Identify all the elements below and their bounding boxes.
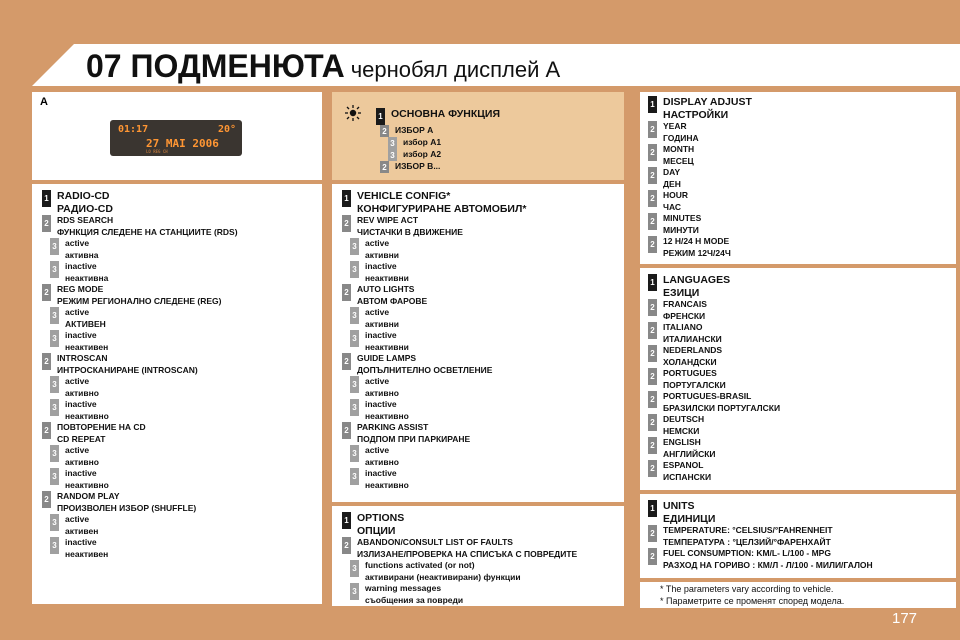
main-function-item [380, 161, 500, 173]
menu-item-line: АКТИВЕН [65, 318, 106, 329]
menu-item-line: inactive [65, 261, 97, 271]
menu-row [350, 307, 526, 330]
level-badge: 2 [648, 213, 657, 230]
menu-item-line: active [365, 238, 390, 248]
menu-item-text [663, 391, 780, 414]
menu-row [648, 345, 780, 368]
menu-item-line: RDS SEARCH [57, 215, 114, 225]
menu-row [50, 261, 238, 284]
level-badge: 3 [350, 238, 359, 255]
menu-item-line: inactive [65, 399, 97, 409]
menu-item-line: ДЕН [663, 178, 681, 189]
menu-row [350, 376, 526, 399]
page-title: 07 ПОДМЕНЮТА чернобял дисплей А [86, 48, 561, 84]
languages-tree [648, 274, 780, 483]
menu-item-line: ЧИСТАЧКИ В ДВИЖЕНИЕ [357, 226, 463, 237]
menu-item-line: inactive [65, 468, 97, 478]
menu-item-text [365, 468, 409, 491]
menu-item-line: ФУНКЦИЯ СЛЕДЕНЕ НА СТАНЦИИТЕ (RDS) [57, 226, 238, 237]
menu-item-line: активни [365, 249, 399, 260]
menu-item-line: CD REPEAT [57, 433, 106, 444]
menu-item-text [65, 468, 109, 491]
level-badge: 1 [342, 512, 351, 529]
menu-item-line: ХОЛАНДСКИ [663, 356, 717, 367]
menu-item-text [663, 167, 681, 190]
menu-item-text [357, 422, 470, 445]
menu-item-line: MINUTES [663, 213, 702, 223]
display-adjust-tree [648, 96, 752, 259]
footnote [640, 582, 956, 608]
menu-item-line: съобщения за повреди [365, 594, 464, 605]
menu-item-line: активен [65, 525, 99, 536]
level-badge: 3 [50, 330, 59, 347]
level-badge: 3 [50, 537, 59, 554]
menu-item-text [663, 213, 701, 236]
level-badge: 1 [648, 500, 657, 517]
level-badge: 3 [350, 307, 359, 324]
menu-item-text [663, 322, 722, 345]
menu-item-line: NEDERLANDS [663, 345, 723, 355]
level-badge: 3 [350, 376, 359, 393]
menu-item-line: неактивно [365, 479, 409, 490]
menu-row [648, 167, 752, 190]
menu-item-line: НЕМСКИ [663, 425, 700, 436]
menu-item-line: UNITS [663, 500, 695, 512]
menu-item-text [663, 121, 699, 144]
main-function-item-text: ИЗБОР В... [395, 161, 441, 171]
menu-item-text [663, 299, 707, 322]
level-badge: 2 [648, 345, 657, 362]
menu-item-line: active [65, 376, 90, 386]
level-badge: 2 [648, 548, 657, 565]
menu-item-line: DEUTSCH [663, 414, 705, 424]
menu-row [648, 213, 752, 236]
menu-row [350, 468, 526, 491]
menu-item-line: active [65, 307, 90, 317]
menu-item-line: GUIDE LAMPS [357, 353, 417, 363]
menu-item-line: ПРОИЗВОЛЕН ИЗБОР (SHUFFLE) [57, 502, 197, 513]
menu-item-line: ЕЗИЦИ [663, 286, 700, 299]
level-badge: 2 [342, 422, 351, 439]
menu-item-line: VEHICLE CONFIG* [357, 190, 451, 202]
menu-item-line: активно [65, 387, 99, 398]
menu-row [50, 537, 238, 560]
menu-item-text [57, 353, 198, 376]
level-badge: 3 [350, 560, 359, 577]
menu-item-line: active [365, 445, 390, 455]
menu-row [42, 215, 238, 238]
level-badge: 3 [350, 583, 359, 600]
menu-row [50, 468, 238, 491]
menu-item-line: активирани (неактивирани) функции [365, 571, 521, 582]
menu-row [350, 445, 526, 468]
menu-row [648, 144, 752, 167]
menu-item-text [365, 330, 409, 353]
menu-item-line: АНГЛИЙСКИ [663, 448, 716, 459]
menu-item-line: HOUR [663, 190, 689, 200]
menu-row [648, 460, 780, 483]
menu-row [342, 512, 577, 537]
menu-item-text [357, 215, 463, 238]
menu-item-text [57, 284, 221, 307]
menu-item-line: РАДИО-CD [57, 202, 113, 215]
menu-item-line: ГОДИНА [663, 132, 699, 143]
menu-item-line: LANGUAGES [663, 274, 731, 286]
menu-item-text [57, 491, 196, 514]
menu-item-text [365, 238, 399, 261]
menu-item-line: АВТОМ ФАРОВЕ [357, 295, 428, 306]
menu-item-line: warning messages [365, 583, 442, 593]
menu-item-text [663, 144, 694, 167]
menu-item-text [663, 525, 833, 548]
menu-row [648, 121, 752, 144]
main-function-header [376, 108, 500, 125]
menu-item-line: DISPLAY ADJUST [663, 96, 752, 108]
level-badge: 2 [648, 322, 657, 339]
menu-item-line: ИНТРОСКАНИРАНЕ (INTROSCAN) [57, 364, 198, 375]
level-badge: 3 [350, 399, 359, 416]
menu-row [648, 96, 752, 121]
main-function-item-text: избор А1 [403, 137, 442, 147]
menu-item-text [663, 96, 752, 121]
menu-row [350, 238, 526, 261]
level-badge: 1 [648, 274, 657, 291]
menu-item-text [365, 583, 463, 606]
menu-item-line: active [365, 376, 390, 386]
menu-row [648, 500, 873, 525]
menu-item-line: inactive [365, 261, 397, 271]
level-badge: 3 [388, 149, 397, 161]
menu-item-line: PORTUGUES-BRASIL [663, 391, 752, 401]
lcd-date: 27 MAI 2006 [146, 137, 219, 150]
menu-item-text [65, 514, 98, 537]
menu-item-line: активно [65, 456, 99, 467]
level-badge: 3 [50, 399, 59, 416]
menu-item-line: functions activated (or not) [365, 560, 475, 570]
menu-row [648, 274, 780, 299]
menu-item-line: БРАЗИЛСКИ ПОРТУГАЛСКИ [663, 402, 781, 413]
menu-item-text [357, 190, 526, 215]
menu-item-text [357, 512, 404, 537]
level-badge: 2 [648, 121, 657, 138]
menu-item-line: ПОДПОМ ПРИ ПАРКИРАНЕ [357, 433, 471, 444]
menu-row [648, 322, 780, 345]
level-badge: 2 [648, 391, 657, 408]
level-badge: 3 [388, 137, 397, 149]
menu-item-line: AUTO LIGHTS [357, 284, 415, 294]
menu-item-text [357, 284, 427, 307]
menu-row [648, 236, 752, 259]
menu-row [50, 445, 238, 468]
level-badge: 2 [42, 491, 51, 508]
vehicle-config-tree [342, 190, 526, 491]
lcd-small: LO REG CH [146, 149, 168, 154]
menu-item-line: TEMPERATURE: °CELSIUS/°FAHRENHEIT [663, 525, 833, 535]
menu-item-line: MONTH [663, 144, 695, 154]
level-badge: 2 [648, 299, 657, 316]
menu-row [342, 353, 526, 376]
menu-item-text [357, 537, 577, 560]
level-badge: 1 [42, 190, 51, 207]
menu-item-text [365, 560, 521, 583]
page-subtitle: чернобял дисплей А [350, 57, 561, 82]
lcd-temp: 20° [218, 124, 237, 135]
menu-row [42, 422, 238, 445]
level-badge: 2 [42, 353, 51, 370]
level-badge: 3 [350, 261, 359, 278]
menu-item-line: неактивни [365, 341, 409, 352]
menu-item-line: РЕЖИМ 12Ч/24Ч [663, 247, 731, 258]
menu-row [342, 190, 526, 215]
level-badge: 2 [648, 236, 657, 253]
menu-row [648, 525, 873, 548]
menu-item-line: FRANCAIS [663, 299, 707, 309]
level-badge: 2 [648, 368, 657, 385]
level-badge: 2 [342, 215, 351, 232]
level-badge: 2 [380, 125, 389, 137]
menu-item-text [663, 190, 688, 213]
menu-item-line: ТЕМПЕРАТУРА : °ЦЕЛЗИЙ/°ФАРЕНХАЙТ [663, 536, 831, 547]
menu-item-line: inactive [65, 537, 97, 547]
level-badge: 2 [648, 167, 657, 184]
menu-row [50, 399, 238, 422]
level-badge: 3 [50, 445, 59, 462]
footnote-bg: * Параметрите се променят според модела. [660, 596, 845, 606]
menu-item-line: РАЗХОД НА ГОРИВО : КМ/Л - Л/100 - МИЛИ/ГАЛОН [663, 559, 873, 570]
menu-row [42, 284, 238, 307]
menu-item-line: OPTIONS [357, 512, 405, 524]
menu-item-line: ФРЕНСКИ [663, 310, 706, 321]
menu-item-text [663, 236, 731, 259]
menu-row [648, 190, 752, 213]
menu-item-line: неактивни [365, 272, 409, 283]
menu-row [342, 215, 526, 238]
menu-row [342, 422, 526, 445]
menu-item-text [663, 414, 704, 437]
lcd-time: 01:17 [118, 124, 149, 135]
menu-item-line: ИЗЛИЗАНЕ/ПРОВЕРКА НА СПИСЪКА С ПОВРЕДИТЕ [357, 548, 578, 559]
radio-cd-tree [42, 190, 238, 560]
level-badge: 2 [342, 353, 351, 370]
menu-item-line: active [65, 514, 90, 524]
menu-item-line: ABANDON/CONSULT LIST OF FAULTS [357, 537, 513, 547]
level-badge: 2 [648, 460, 657, 477]
level-badge: 2 [648, 437, 657, 454]
menu-item-text [663, 548, 873, 571]
level-badge: 2 [380, 161, 389, 173]
level-badge: 3 [50, 307, 59, 324]
menu-row [648, 368, 780, 391]
menu-row [648, 437, 780, 460]
menu-item-text [65, 238, 98, 261]
level-badge: 2 [648, 144, 657, 161]
lcd-display [110, 120, 242, 156]
menu-item-line: РЕЖИМ РЕГИОНАЛНО СЛЕДЕНЕ (REG) [57, 295, 222, 306]
menu-item-line: ПОВТОРЕНИЕ НА CD [57, 422, 146, 432]
menu-item-line: active [65, 238, 90, 248]
menu-row [648, 414, 780, 437]
menu-item-line: неактивен [65, 341, 109, 352]
main-function-item-text: избор А2 [403, 149, 442, 159]
menu-item-text [65, 330, 108, 353]
level-badge: 2 [42, 215, 51, 232]
menu-item-line: inactive [365, 468, 397, 478]
main-function-item [388, 137, 500, 149]
menu-item-line: PARKING ASSIST [357, 422, 429, 432]
level-badge: 3 [50, 514, 59, 531]
level-badge: 1 [342, 190, 351, 207]
main-function-title: ОСНОВНА ФУНКЦИЯ [391, 108, 501, 120]
level-badge: 3 [50, 261, 59, 278]
menu-item-text [663, 368, 726, 391]
menu-item-text [365, 445, 399, 468]
menu-item-text [57, 422, 146, 445]
level-badge: 2 [342, 537, 351, 554]
menu-item-text [365, 376, 399, 399]
menu-item-line: active [365, 307, 390, 317]
panel-a-label: A [40, 96, 48, 108]
menu-item-line: REV WIPE ACT [357, 215, 419, 225]
level-badge: 2 [42, 422, 51, 439]
menu-item-text [663, 460, 711, 483]
menu-item-line: inactive [65, 330, 97, 340]
level-badge: 2 [42, 284, 51, 301]
menu-row [648, 391, 780, 414]
menu-item-text [65, 376, 99, 399]
menu-item-line: ПОРТУГАЛСКИ [663, 379, 726, 390]
menu-item-line: inactive [365, 399, 397, 409]
menu-item-text [65, 399, 109, 422]
menu-row [350, 261, 526, 284]
page-number: 177 [892, 610, 918, 627]
menu-item-line: ENGLISH [663, 437, 701, 447]
menu-item-line: неактивен [65, 548, 109, 559]
menu-row [42, 353, 238, 376]
menu-item-line: активни [365, 318, 399, 329]
level-badge: 1 [648, 96, 657, 113]
menu-item-line: RANDOM PLAY [57, 491, 120, 501]
level-badge: 2 [342, 284, 351, 301]
menu-item-line: ДОПЪЛНИТЕЛНО ОСВЕТЛЕНИЕ [357, 364, 493, 375]
level-badge: 2 [648, 190, 657, 207]
menu-item-line: неактивно [65, 479, 109, 490]
menu-row [350, 560, 577, 583]
units-tree [648, 500, 873, 571]
menu-item-line: YEAR [663, 121, 687, 131]
menu-row [50, 514, 238, 537]
menu-item-line: PORTUGUES [663, 368, 717, 378]
menu-item-line: неактивна [65, 272, 109, 283]
menu-item-line: НАСТРОЙКИ [663, 108, 729, 121]
menu-item-line: активно [365, 456, 399, 467]
menu-item-line: активна [65, 249, 99, 260]
menu-row [50, 376, 238, 399]
menu-item-line: ОПЦИИ [357, 524, 396, 537]
menu-item-text [57, 215, 238, 238]
header-corner [32, 44, 74, 86]
menu-item-text [365, 399, 409, 422]
menu-item-text [57, 190, 113, 215]
menu-item-line: REG MODE [57, 284, 104, 294]
menu-item-line: ИТАЛИАНСКИ [663, 333, 722, 344]
menu-row [342, 284, 526, 307]
menu-item-line: неактивно [65, 410, 109, 421]
menu-row [350, 583, 577, 606]
level-badge: 3 [50, 376, 59, 393]
menu-item-text [663, 500, 715, 525]
menu-item-text [365, 261, 409, 284]
menu-item-line: КОНФИГУРИРАНЕ АВТОМОБИЛ* [357, 202, 527, 215]
menu-item-text [663, 437, 716, 460]
level-badge: 2 [648, 414, 657, 431]
level-badge: 3 [50, 238, 59, 255]
footnote-en: * The parameters vary according to vehicle. [660, 584, 834, 594]
menu-row [648, 299, 780, 322]
level-badge: 3 [50, 468, 59, 485]
level-badge: 3 [350, 330, 359, 347]
menu-item-line: active [65, 445, 90, 455]
level-badge: 3 [350, 468, 359, 485]
menu-item-line: ESPANOL [663, 460, 704, 470]
menu-item-text [365, 307, 399, 330]
menu-row [648, 548, 873, 571]
menu-row [350, 330, 526, 353]
main-function-item [380, 125, 500, 137]
menu-item-text [65, 307, 106, 330]
menu-item-text [663, 274, 730, 299]
level-badge: 3 [350, 445, 359, 462]
menu-item-line: INTROSCAN [57, 353, 108, 363]
menu-item-line: неактивно [365, 410, 409, 421]
options-tree [342, 512, 577, 606]
menu-item-line: RADIO-CD [57, 190, 110, 202]
menu-row [42, 190, 238, 215]
menu-item-line: активно [365, 387, 399, 398]
menu-item-line: МЕСЕЦ [663, 155, 694, 166]
menu-item-text [65, 261, 108, 284]
menu-item-line: FUEL CONSUMPTION: KM/L- L/100 - MPG [663, 548, 831, 558]
menu-item-line: inactive [365, 330, 397, 340]
main-function-item [388, 149, 500, 161]
menu-item-text [663, 345, 722, 368]
menu-item-line: 12 H/24 H MODE [663, 236, 730, 246]
menu-item-line: ITALIANO [663, 322, 703, 332]
menu-row [350, 399, 526, 422]
light-icon [344, 104, 362, 122]
menu-row [50, 238, 238, 261]
menu-row [50, 330, 238, 353]
main-function-item-text: ИЗБОР А [395, 125, 434, 135]
menu-item-text [357, 353, 492, 376]
menu-item-line: DAY [663, 167, 681, 177]
level-badge: 2 [648, 525, 657, 542]
level-badge: 1 [376, 108, 385, 125]
main-function-tree [376, 108, 500, 173]
menu-item-line: МИНУТИ [663, 224, 699, 235]
menu-row [42, 491, 238, 514]
menu-item-line: ИСПАНСКИ [663, 471, 712, 482]
menu-row [342, 537, 577, 560]
menu-item-line: ЧАС [663, 201, 682, 212]
menu-item-line: ЕДИНИЦИ [663, 512, 716, 525]
menu-row [50, 307, 238, 330]
menu-item-text [65, 445, 99, 468]
menu-item-text [65, 537, 108, 560]
